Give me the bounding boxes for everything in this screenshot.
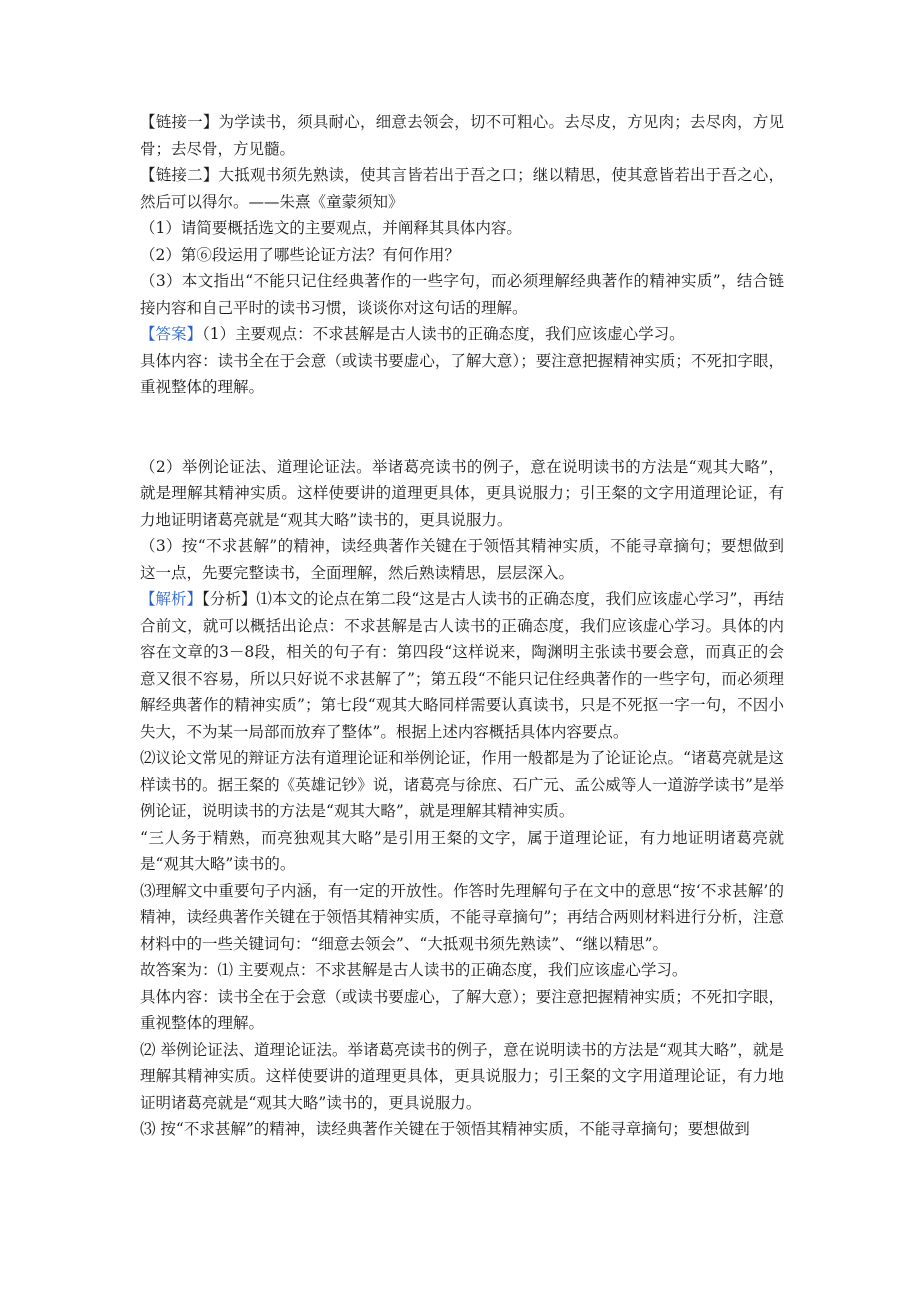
answer-tag: 【答案】 xyxy=(140,325,203,343)
answer-1-paragraph xyxy=(140,321,784,348)
final-answer-1-detail: 具体内容：读书全在于会意（或读书要虚心，了解大意）；要注意把握精神实质；不死扣字眼，重视整体的理解。 xyxy=(140,987,784,1032)
link-one-paragraph: 【链接一】为学读书，须具耐心，细意去领会，切不可粗心。去尽皮，方见肉；去尽肉，方见骨；去尽骨，方见髓。 xyxy=(140,113,784,158)
answer-3-paragraph: （3）按“不求甚解”的精神，读经典著作关键在于领悟其精神实质，不能寻章摘句；要想做到这一点，先要完整读书，全面理解，然后熟读精思，层层深入。 xyxy=(140,537,784,582)
document-body xyxy=(140,109,784,1143)
analysis-3-paragraph: ⑶理解文中重要句子内涵，有一定的开放性。作答时先理解句子在文中的意思“按‘不求甚解’的精神，读经典著作关键在于领悟其精神实质，不能寻章摘句”；再结合两则材料进行分析，注意材料中的一些关键词句：“细意去领会”、“大抵观书须先熟读”、“继以精思”。 xyxy=(140,881,784,953)
analysis-tag: 【解析】 xyxy=(140,590,203,608)
link-two-paragraph: 【链接二】大抵观书须先熟读，使其言皆若出于吾之口；继以精思，使其意皆若出于吾之心，然后可以得尔。——朱熹《童蒙须知》 xyxy=(140,166,784,211)
question-2: （2）第⑥段运用了哪些论证方法？有何作用？ xyxy=(140,245,460,264)
question-1: （1）请简要概括选文的主要观点，并阐释其具体内容。 xyxy=(140,219,522,237)
analysis-1-text: 【分析】⑴本文的论点在第二段“这是古人读书的正确态度，我们应该虚心学习”，再结合前文，就可以概括出论点：不求甚解是古人读书的正确态度，我们应该虚心学习。具体的内容在文章的3－8段，相关的句子有：第四段“这样说来，陶渊明主张读书要会意，而真正的会意又很不容易，所以只好说不求甚解了”；第五段“不能只记住经典著作的一些字句，而必须理解经典著作的精神实质”；第七段“观其大略同样需要认真读书，只是不死抠一字一句，不因小失大，不为某一局部而放弃了整体”。根据上述内容概括具体内容要点。 xyxy=(140,590,784,741)
final-answer-3: ⑶ 按“不求甚解”的精神，读经典著作关键在于领悟其精神实质，不能寻章摘句；要想做到 xyxy=(140,1120,750,1138)
blank-gap xyxy=(140,401,784,454)
answer-2-paragraph: （2）举例论证法、道理论证法。举诸葛亮读书的例子，意在说明读书的方法是“观其大略”，就是理解其精神实质。这样使要讲的道理更具体，更具说服力；引王粲的文字用道理论证，有力地证明诸葛亮就是“观其大略”读书的，更具说服力。 xyxy=(140,457,784,529)
analysis-2b-paragraph: “三人务于精熟，而亮独观其大略”是引用王粲的文字，属于道理论证，有力地证明诸葛亮就是“观其大略”读书的。 xyxy=(140,828,784,873)
answer-1-detail: 具体内容：读书全在于会意（或读书要虚心，了解大意）；要注意把握精神实质；不死扣字眼，重视整体的理解。 xyxy=(140,351,784,396)
answer-1-text: （1）主要观点：不求甚解是古人读书的正确态度，我们应该虚心学习。 xyxy=(202,325,685,343)
final-answer-1: 故答案为：⑴ 主要观点：不求甚解是古人读书的正确态度，我们应该虚心学习。 xyxy=(140,961,688,979)
analysis-2-paragraph: ⑵议论文常见的辩证方法有道理论证和举例论证，作用一般都是为了论证论点。“诸葛亮就是这样读书的。据王粲的《英雄记钞》说，诸葛亮与徐庶、石广元、孟公威等人一道游学读书”是举例论证，说明读书的方法是“观其大略”，就是理解其精神实质。 xyxy=(140,749,784,820)
analysis-1-paragraph xyxy=(140,586,784,745)
final-answer-2: ⑵ 举例论证法、道理论证法。举诸葛亮读书的例子，意在说明读书的方法是“观其大略”，就是理解其精神实质。这样使要讲的道理更具体，更具说服力；引王粲的文字用道理论证，有力地证明诸葛亮就是“观其大略”读书的，更具说服力。 xyxy=(140,1040,784,1112)
question-3: （3）本文指出“不能只记住经典著作的一些字句，而必须理解经典著作的精神实质”，结合链接内容和自己平时的读书习惯，谈谈你对这句话的理解。 xyxy=(140,272,784,317)
